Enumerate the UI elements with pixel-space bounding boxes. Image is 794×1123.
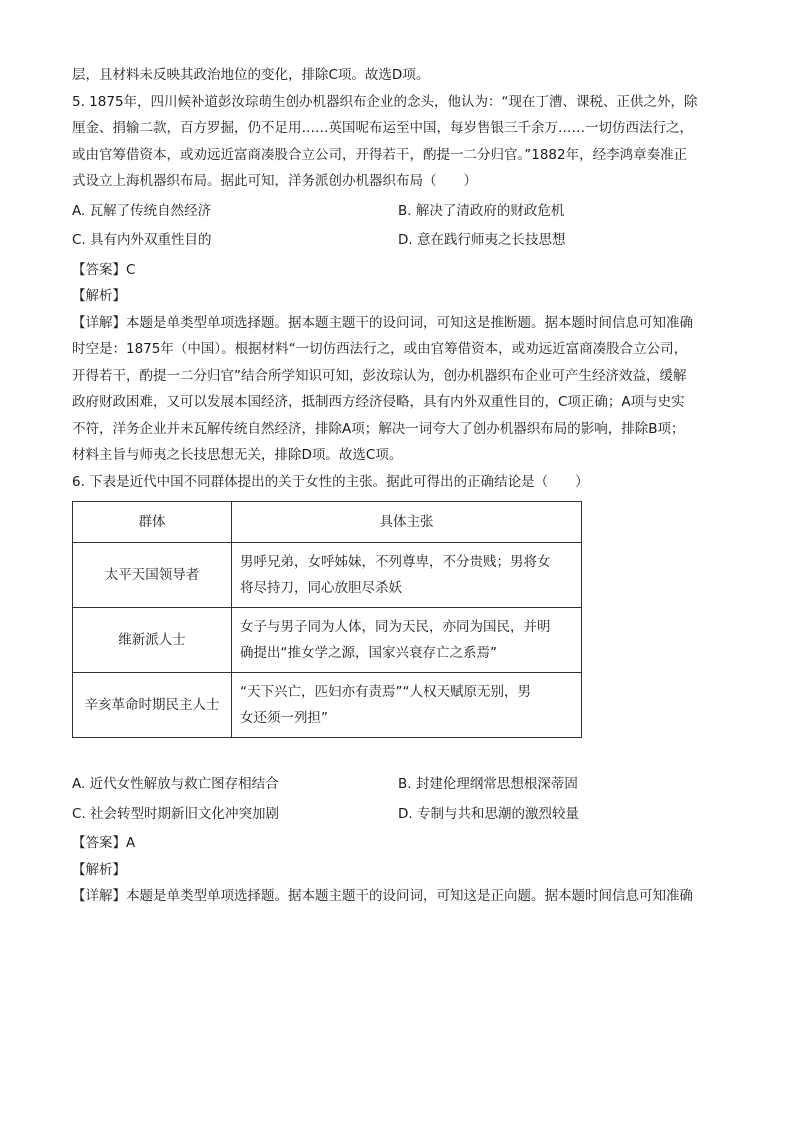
q5-detail-line: 政府财政困难，又可以发展本国经济，抵制西方经济侵略，具有内外双重性目的，C项正确；A项与史实	[72, 394, 685, 410]
q5-stem-line: 厘金、捐输二款，百方罗掘，仍不足用……英国呢布运至中国，每岁售银三千余万……一切仿西法行之，	[72, 120, 693, 136]
intro-line: 层，且材料未反映其政治地位的变化，排除C项。故选D项。	[72, 67, 430, 83]
claim-line: “天下兴亡，匹妇亦有责焉”“人权天赋原无别，男	[240, 684, 531, 700]
table-header-group: 群体	[73, 502, 232, 543]
claim-line: 将尽持刀，同心放胆尽杀妖	[240, 580, 402, 596]
table-spacer	[72, 738, 724, 768]
q5-detail-line: 材料主旨与师夷之长技思想无关，排除D项。故选C项。	[72, 447, 403, 463]
question-6	[72, 469, 724, 910]
q5-answer: 【答案】C	[72, 261, 136, 278]
table-cell-group: 维新派人士	[73, 608, 232, 673]
table-header-claim: 具体主张	[232, 502, 582, 543]
q5-detail-line: 时空是：1875年（中国）。根据材料“一切仿西法行之，或由官筹借资本，或劝远近富商凑股合立公司，	[72, 341, 688, 357]
q5-stem-line: 或由官筹借资本，或劝远近富商凑股合立公司，开得若干，酌提一二分归官。”1882年，经李鸿章奏准正	[72, 146, 688, 163]
table-row	[73, 608, 582, 673]
q6-options-row	[72, 771, 724, 798]
q6-option-b: B. 封建伦理纲常思想根深蒂固	[398, 776, 578, 792]
q5-detail-line: 【详解】本题是单类型单项选择题。据本题主题干的设问词，可知这是推断题。据本题时间信息可知准确	[72, 314, 693, 331]
table-cell-claim	[232, 673, 582, 738]
claim-line: 女子与男子同为人体，同为天民，亦同为国民，并明	[240, 619, 551, 635]
q6-analysis-label: 【解析】	[72, 861, 126, 878]
q5-detail-line: 不符，洋务企业并未瓦解传统自然经济，排除A项；解决一词夸大了创办机器织布局的影响，排除B项；	[72, 420, 685, 437]
table-cell-claim	[232, 543, 582, 608]
claim-line: 男呼兄弟，女呼姊妹，不列尊卑，不分贵贱；男将女	[240, 554, 551, 570]
q5-options-row	[72, 227, 724, 254]
q5-options-row	[72, 198, 724, 225]
q5-analysis-label: 【解析】	[72, 288, 126, 304]
q5-option-a: A. 瓦解了传统自然经济	[72, 202, 212, 219]
q6-option-a: A. 近代女性解放与救亡图存相结合	[72, 776, 279, 792]
table-cell-group: 太平天国领导者	[73, 543, 232, 608]
table-row	[73, 673, 582, 738]
q5-stem-line: 式设立上海机器织布局。据此可知，洋务派创办机器织布局（ ）	[72, 173, 477, 189]
table-header-row	[73, 502, 582, 543]
table-row	[73, 543, 582, 608]
q5-option-c: C. 具有内外双重性目的	[72, 232, 212, 248]
question-5	[72, 89, 724, 469]
q6-option-c: C. 社会转型时期新旧文化冲突加剧	[72, 805, 280, 822]
q6-detail-line: 【详解】本题是单类型单项选择题。据本题主题干的设问词，可知这是正向题。据本题时间信息可知准确	[72, 888, 693, 904]
table-cell-claim	[232, 608, 582, 673]
q5-detail-line: 开得若干，酌提一二分归官”结合所学知识可知，彭汝琮认为，创办机器织布企业可产生经济效益，缓解	[72, 367, 687, 384]
q5-option-b: B. 解决了清政府的财政危机	[398, 202, 565, 219]
q6-table	[72, 501, 582, 738]
document-page	[72, 62, 724, 910]
q6-option-d: D. 专制与共和思潮的激烈较量	[398, 805, 579, 822]
q6-answer: 【答案】A	[72, 835, 136, 851]
q5-option-d: D. 意在践行师夷之长技思想	[398, 232, 566, 248]
claim-line: 确提出“推女学之源，国家兴衰存亡之系焉”	[240, 645, 497, 661]
table-cell-group: 辛亥革命时期民主人士	[73, 673, 232, 738]
q6-options-row	[72, 801, 724, 828]
claim-line: 女还须一列担”	[240, 710, 328, 726]
q5-stem-line: 5. 1875年，四川候补道彭汝琮萌生创办机器织布企业的念头，他认为：“现在丁漕、课税、正供之外，除	[72, 93, 698, 110]
q6-stem: 6. 下表是近代中国不同群体提出的关于女性的主张。据此可得出的正确结论是（ ）	[72, 473, 589, 490]
